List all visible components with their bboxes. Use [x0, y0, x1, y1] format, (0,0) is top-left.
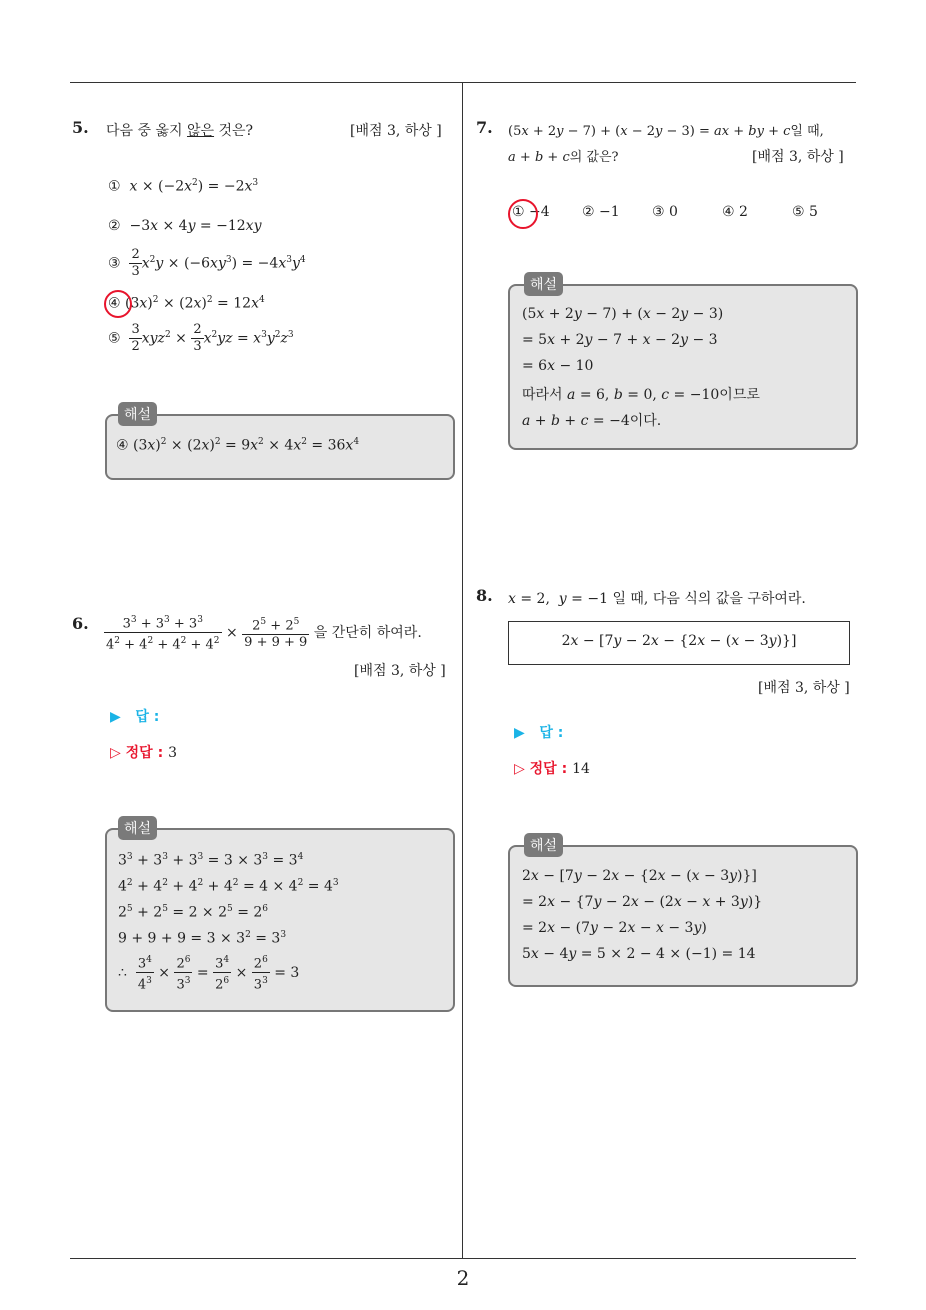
q5-option-3[interactable]: ③ $\frac{2}{3}$ $x^2y \times (-6xy^3) = -4x^3y^4$: [108, 247, 306, 279]
q6-solution-line-2: $4^2 + 4^2 + 4^2 + 4^2 = 4 \times 4^2 = 4^3$: [118, 878, 339, 895]
q5-option-4[interactable]: ④ $(3x)^2 \times (2x)^2 = 12x^4$: [108, 295, 265, 312]
q8-solution-tag: 해설: [524, 833, 563, 857]
q7-number: 7.: [476, 118, 493, 137]
q7-option-2[interactable]: ② −1: [582, 204, 620, 220]
q6-solution-tag: 해설: [118, 816, 157, 840]
q7-solution-line-3: = 6x − 10: [522, 358, 594, 374]
q8-solution-line-3: = 2x − (7y − 2x − x − 3y): [522, 920, 707, 936]
q6-points: [배점 3, 하상 ]: [354, 663, 446, 679]
q5-points: [배점 3, 하상 ]: [350, 123, 442, 139]
q7-solution-tag: 해설: [524, 272, 563, 296]
q5-option-1[interactable]: ① $x \times (-2x^2) = -2x^3$: [108, 178, 259, 195]
q8-solution-box: [508, 845, 858, 987]
q6-solution-line-4: $9 + 9 + 9 = 3 \times 3^2 = 3^3$: [118, 930, 287, 947]
q5-number: 5.: [72, 118, 89, 137]
q8-number: 8.: [476, 586, 493, 605]
q8-points: [배점 3, 하상 ]: [758, 680, 850, 696]
q8-solution-line-1: 2x − [7y − 2x − {2x − (x − 3y)}]: [522, 868, 757, 884]
q6-number: 6.: [72, 614, 89, 633]
q7-solution-line-2: = 5x + 2y − 7 + x − 2y − 3: [522, 332, 718, 348]
q6-solution-line-5: ∴ $\frac{3^4}{4^3}$ × $\frac{2^6}{3^3}$ = $\frac{3^4}{2^6}$ × $\frac{2^6}{3^3}$ = 3: [118, 952, 299, 994]
q8-correct-row: ▷ 정답 : 14: [514, 761, 590, 777]
q6-question: $\frac{3^3 + 3^3 + 3^3}{4^2 + 4^2 + 4^2 + 4^2}$ × $\frac{2^5 + 2^5}{9 + 9 + 9}$ 을 간단히 하여라.: [104, 612, 422, 654]
answer-arrow-icon: ▶: [110, 709, 121, 725]
q7-option-5[interactable]: ⑤ 5: [792, 204, 818, 220]
top-rule: [70, 82, 856, 83]
answer-arrow-icon: ▶: [514, 725, 525, 741]
q8-solution-line-2: = 2x − {7y − 2x − (2x − x + 3y)}: [522, 894, 763, 910]
q5-solution-tag: 해설: [118, 402, 157, 426]
bottom-rule: [70, 1258, 856, 1259]
q5-option-2[interactable]: ② −3x × 4y = −12xy: [108, 218, 262, 234]
correct-arrow-icon: ▷: [110, 745, 121, 761]
q7-solution-line-1: (5x + 2y − 7) + (x − 2y − 3): [522, 306, 724, 322]
q6-answer-row[interactable]: ▶ 답 :: [110, 709, 160, 725]
q7-solution-line-5: a + b + c = −4이다.: [522, 413, 662, 429]
q5-solution-line: ④ $(3x)^2 \times (2x)^2 = 9x^2 \times 4x^2 = 36x^4$: [116, 437, 360, 454]
q6-solution-line-1: $3^3 + 3^3 + 3^3 = 3 \times 3^3 = 3^4$: [118, 852, 304, 869]
q5-marked-circle: [104, 290, 132, 318]
q7-option-4[interactable]: ④ 2: [722, 204, 748, 220]
q8-question: x = 2, y = −1 일 때, 다음 식의 값을 구하여라.: [508, 591, 806, 607]
q7-option-1[interactable]: ① −4: [512, 204, 550, 220]
q8-solution-line-4: 5x − 4y = 5 × 2 − 4 × (−1) = 14: [522, 946, 756, 962]
q5-option-5[interactable]: ⑤ $\frac{3}{2}$ xyz$^2$ × $\frac{2}{3}$ $x^2yz = x^3y^2z^3$: [108, 322, 294, 354]
q8-expression: 2x − [7y − 2x − {2x − (x − 3y)}]: [561, 633, 797, 649]
q7-option-3[interactable]: ③ 0: [652, 204, 678, 220]
q7-marked-circle: [508, 199, 538, 229]
q6-solution-line-3: $2^5 + 2^5 = 2 \times 2^5 = 2^6$: [118, 904, 269, 921]
q7-question-line-1: (5x + 2y − 7) + (x − 2y − 3) = ax + by + c일 때,: [508, 124, 824, 139]
correct-arrow-icon: ▷: [514, 761, 525, 777]
q7-points: [배점 3, 하상 ]: [752, 149, 844, 165]
q8-answer-row[interactable]: ▶ 답 :: [514, 725, 564, 741]
column-divider: [462, 83, 463, 1258]
q7-question-line-2: a + b + c의 값은?: [508, 150, 619, 165]
page-number: 2: [456, 1266, 470, 1290]
q7-solution-line-4: 따라서 a = 6, b = 0, c = −10이므로: [522, 387, 760, 403]
q5-question: 다음 중 옳지 않은 것은?: [106, 123, 254, 139]
q6-correct-row: ▷ 정답 : 3: [110, 745, 177, 761]
